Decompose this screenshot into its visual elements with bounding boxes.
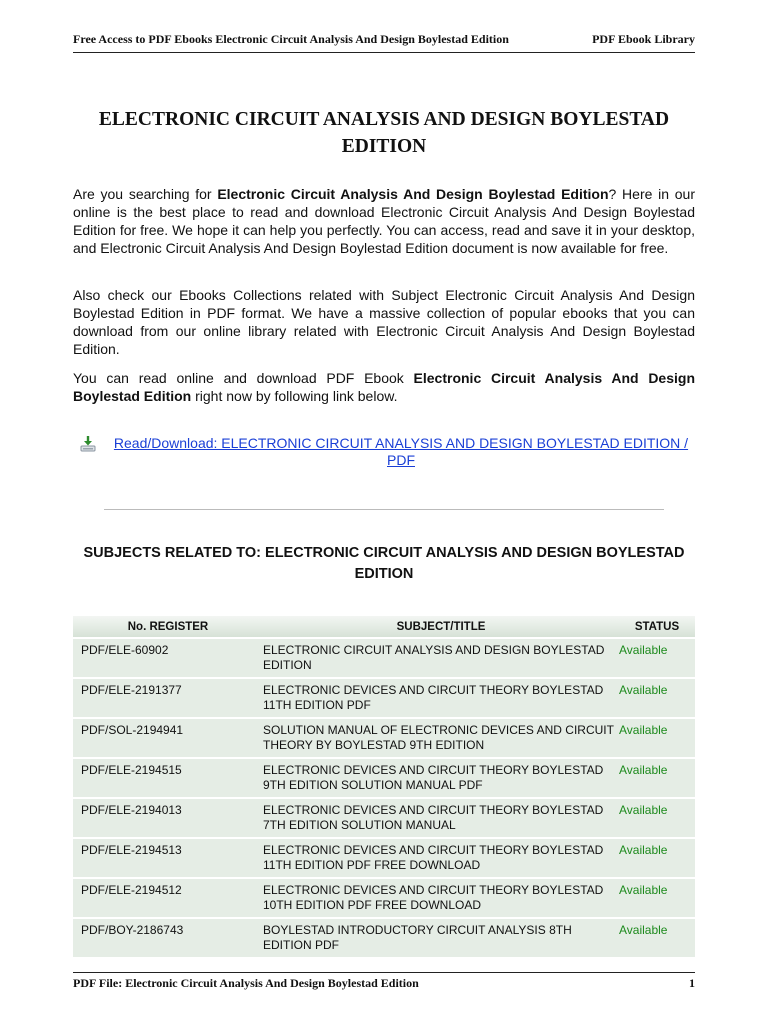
cell-register: PDF/ELE-2194515 xyxy=(73,758,263,798)
intro-paragraph-1 xyxy=(73,185,695,257)
cell-title: ELECTRONIC CIRCUIT ANALYSIS AND DESIGN BOYLESTAD EDITION xyxy=(263,638,619,678)
cell-status: Available xyxy=(619,878,695,918)
cell-register: PDF/ELE-2191377 xyxy=(73,678,263,718)
cell-title: ELECTRONIC DEVICES AND CIRCUIT THEORY BOYLESTAD 11TH EDITION PDF FREE DOWNLOAD xyxy=(263,838,619,878)
col-header-register: No. REGISTER xyxy=(73,616,263,638)
table-row xyxy=(73,638,695,678)
cell-status: Available xyxy=(619,758,695,798)
header-right-text: PDF Ebook Library xyxy=(592,32,695,46)
page-header xyxy=(73,32,695,47)
intro-p3-b: right now by following link below. xyxy=(191,388,398,404)
table-row xyxy=(73,838,695,878)
subjects-heading: SUBJECTS RELATED TO: ELECTRONIC CIRCUIT ANALYSIS AND DESIGN BOYLESTAD EDITION xyxy=(83,545,685,582)
intro-p1-a: Are you searching for xyxy=(73,186,218,202)
cell-status: Available xyxy=(619,678,695,718)
cell-register: PDF/ELE-60902 xyxy=(73,638,263,678)
page-number: 1 xyxy=(689,976,695,990)
cell-status: Available xyxy=(619,838,695,878)
download-row xyxy=(73,435,695,469)
intro-p1-b: ? Here in our online is the best place to read and download Electronic Circuit Analysis And Design Boylestad Edition for free. We hope it can help you perfectly. You can access, read and save it in your desktop, and Electronic Circuit Analysis And Design Boylestad Edition document is now available for free. xyxy=(73,186,695,256)
cell-status: Available xyxy=(619,798,695,838)
footer-rule xyxy=(73,972,695,973)
table-row xyxy=(73,718,695,758)
cell-status: Available xyxy=(619,638,695,678)
intro-p3-bold: Electronic Circuit Analysis And Design Boylestad Edition xyxy=(73,370,695,404)
header-left-text: Free Access to PDF Ebooks Electronic Circuit Analysis And Design Boylestad Edition xyxy=(73,32,509,46)
intro-p1-bold: Electronic Circuit Analysis And Design Boylestad Edition xyxy=(217,186,609,202)
cell-title: BOYLESTAD INTRODUCTORY CIRCUIT ANALYSIS 8TH EDITION PDF xyxy=(263,918,619,957)
document-title: ELECTRONIC CIRCUIT ANALYSIS AND DESIGN BOYLESTAD EDITION xyxy=(98,109,670,157)
cell-status: Available xyxy=(619,918,695,957)
cell-register: PDF/SOL-2194941 xyxy=(73,718,263,758)
download-link[interactable]: Read/Download: ELECTRONIC CIRCUIT ANALYSIS AND DESIGN BOYLESTAD EDITION / PDF xyxy=(113,435,689,468)
table-row xyxy=(73,798,695,838)
subjects-table xyxy=(73,616,695,957)
cell-status: Available xyxy=(619,718,695,758)
table-row xyxy=(73,758,695,798)
table-row xyxy=(73,878,695,918)
footer-file-text: PDF File: Electronic Circuit Analysis And Design Boylestad Edition xyxy=(73,976,419,990)
cell-title: ELECTRONIC DEVICES AND CIRCUIT THEORY BOYLESTAD 7TH EDITION SOLUTION MANUAL xyxy=(263,798,619,838)
cell-title: ELECTRONIC DEVICES AND CIRCUIT THEORY BOYLESTAD 9TH EDITION SOLUTION MANUAL PDF xyxy=(263,758,619,798)
cell-title: ELECTRONIC DEVICES AND CIRCUIT THEORY BOYLESTAD 10TH EDITION PDF FREE DOWNLOAD xyxy=(263,878,619,918)
cell-title: ELECTRONIC DEVICES AND CIRCUIT THEORY BOYLESTAD 11TH EDITION PDF xyxy=(263,678,619,718)
table-header-row xyxy=(73,616,695,638)
col-header-title: SUBJECT/TITLE xyxy=(263,616,619,638)
header-rule xyxy=(73,52,695,53)
cell-title: SOLUTION MANUAL OF ELECTRONIC DEVICES AND CIRCUIT THEORY BY BOYLESTAD 9TH EDITION xyxy=(263,718,619,758)
table-row xyxy=(73,678,695,718)
intro-paragraph-2: Also check our Ebooks Collections related with Subject Electronic Circuit Analysis And Design Boylestad Edition in PDF format. We have a massive collection of popular ebooks that you can download from our online library related with Electronic Circuit Analysis And Design Boylestad Edition. xyxy=(73,287,695,357)
col-header-status: STATUS xyxy=(619,616,695,638)
intro-paragraph-3 xyxy=(73,369,695,405)
download-icon xyxy=(79,435,97,453)
cell-register: PDF/ELE-2194013 xyxy=(73,798,263,838)
section-divider xyxy=(104,509,664,510)
intro-p3-a: You can read online and download PDF Ebook xyxy=(73,370,414,386)
page-footer xyxy=(73,976,695,991)
cell-register: PDF/BOY-2186743 xyxy=(73,918,263,957)
cell-register: PDF/ELE-2194513 xyxy=(73,838,263,878)
table-row xyxy=(73,918,695,957)
cell-register: PDF/ELE-2194512 xyxy=(73,878,263,918)
